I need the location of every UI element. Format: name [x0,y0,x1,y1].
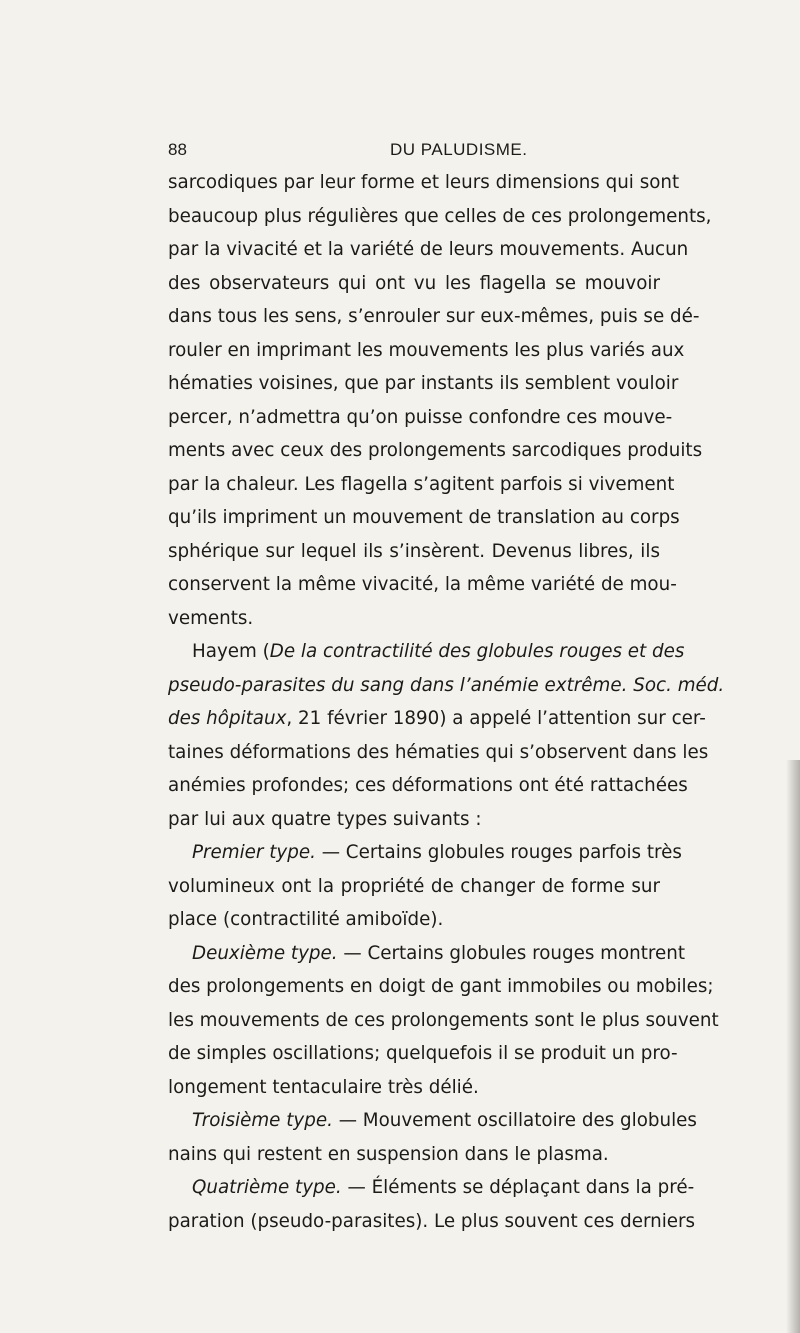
text-line: anémies profondes; ces déformations ont été rattachées [168,775,688,796]
text-line: hématies voisines, que par instants ils semblent vouloir [168,373,679,394]
text-line: Hayem (De la contractilité des globules rouges et des [192,641,685,662]
text-line: ments avec ceux des prolongements sarcodiques produits [168,440,703,461]
text-line: Premier type. — Certains globules rouges parfois très [192,842,682,863]
text-line: des observateurs qui ont vu les flagella se mouvoir [168,272,660,294]
text-line: des hôpitaux, 21 février 1890) a appelé l’attention sur cer- [168,708,706,729]
text-line: vements. [168,607,254,629]
text-line: des prolongements en doigt de gant immobiles ou mobiles; [168,976,714,997]
text-line: par lui aux quatre types suivants : [168,808,482,830]
text-line: sphérique sur lequel ils s’insèrent. Devenus libres, ils [168,540,660,562]
page-number: 88 [168,140,187,159]
text-line: par la chaleur. Les flagella s’agitent parfois si vivement [168,473,675,495]
text-line: Quatrième type. — Éléments se déplaçant dans la pré- [192,1177,695,1198]
text-line: rouler en imprimant les mouvements les plus variés aux [168,339,685,361]
text-line: pseudo-parasites du sang dans l’anémie extrême. Soc. méd. [168,674,725,696]
text-line: Troisième type. — Mouvement oscillatoire des globules [192,1110,697,1131]
text-line: place (contractilité amiboïde). [168,909,444,930]
text-line: volumineux ont la propriété de changer de forme sur [168,875,660,897]
page-edge-shadow [786,760,800,1333]
text-line: conservent la même vivacité, la même variété de mou- [168,574,677,595]
text-line: dans tous les sens, s’enrouler sur eux-mêmes, puis se dé- [168,306,700,327]
text-line: paration (pseudo-parasites). Le plus souvent ces derniers [168,1210,696,1232]
text-line: de simples oscillations; quelquefois il se produit un pro- [168,1043,678,1064]
text-line: qu’ils impriment un mouvement de translation au corps [168,507,680,528]
text-line: taines déformations des hématies qui s’observent dans les [168,741,709,763]
running-header [168,140,658,162]
text-line: beaucoup plus régulières que celles de ces prolongements, [168,205,712,227]
text-line: sarcodiques par leur forme et leurs dimensions qui sont [168,172,680,193]
text-line: par la vivacité et la variété de leurs mouvements. Aucun [168,239,689,260]
text-line: nains qui restent en suspension dans le plasma. [168,1143,609,1165]
text-line: les mouvements de ces prolongements sont le plus souvent [168,1009,719,1031]
text-line: percer, n’admettra qu’on puisse confondre ces mouve- [168,406,673,428]
text-line: longement tentaculaire très délié. [168,1076,479,1098]
text-line: Deuxième type. — Certains globules rouges montrent [192,942,686,964]
running-title: DU PALUDISME. [390,140,528,159]
body-text [168,166,725,1238]
